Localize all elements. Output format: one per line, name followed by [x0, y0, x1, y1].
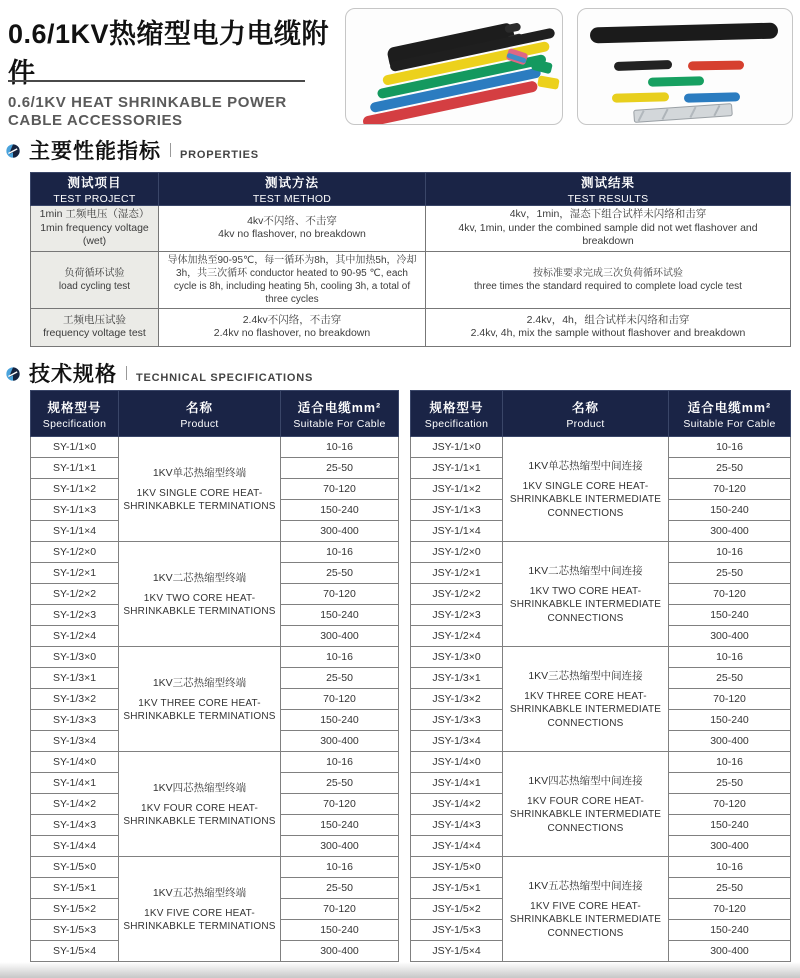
heading-divider: [126, 366, 127, 380]
cable-range-cell: 70-120: [669, 794, 791, 815]
specification-cell: JSY-1/1×2: [411, 479, 503, 500]
col-test-method: [159, 173, 426, 206]
test-results-cell: [426, 206, 791, 252]
product-name-cn: 1KV单芯热缩型终端: [152, 466, 247, 479]
cable-range-cell: 150-240: [281, 920, 399, 941]
product-cell: [119, 647, 281, 752]
section-properties-heading: [6, 135, 259, 165]
specification-cell: SY-1/2×4: [31, 626, 119, 647]
specification-cell: SY-1/5×3: [31, 920, 119, 941]
cable-range-cell: 150-240: [281, 605, 399, 626]
cable-range-cell: 70-120: [281, 794, 399, 815]
cell-text-cn: 4kv，1min，湿态下组合试样未闪络和击穿: [509, 208, 707, 220]
properties-header-row: [31, 173, 791, 206]
specification-cell: JSY-1/5×2: [411, 899, 503, 920]
product-photo-connections: [577, 8, 793, 125]
cell-text-cn: 按标准要求完成三次负荷循环试验: [533, 267, 683, 279]
product-cell: [503, 752, 669, 857]
cable-range-cell: 10-16: [281, 437, 399, 458]
spec-row: [411, 647, 791, 668]
col-test-project-en: TEST PROJECT: [53, 193, 136, 205]
specification-cell: SY-1/2×3: [31, 605, 119, 626]
cell-text-en: 4kv no flashover, no breakdown: [218, 228, 366, 241]
product-cell: [503, 437, 669, 542]
section-bullet-icon: [6, 144, 20, 158]
specification-cell: JSY-1/3×2: [411, 689, 503, 710]
cable-range-cell: 10-16: [281, 752, 399, 773]
col-suitable-cable-en: Suitable For Cable: [293, 417, 386, 430]
specification-cell: SY-1/5×1: [31, 878, 119, 899]
cell-text-en: frequency voltage test: [43, 327, 146, 340]
spec-row: [31, 752, 399, 773]
properties-row: [31, 308, 791, 346]
specification-cell: JSY-1/5×1: [411, 878, 503, 899]
heat-shrink-tubes-horizontal-image: [578, 9, 792, 124]
cable-range-cell: 25-50: [281, 668, 399, 689]
col-product: [119, 391, 281, 437]
cable-range-cell: 300-400: [669, 521, 791, 542]
cable-range-cell: 300-400: [281, 836, 399, 857]
product-cell: [503, 542, 669, 647]
col-specification-cn: 规格型号: [47, 400, 102, 415]
cell-text-en: three times the standard required to complete load cycle test: [474, 280, 742, 292]
cable-range-cell: 150-240: [281, 710, 399, 731]
col-product: [503, 391, 669, 437]
cable-range-cell: 150-240: [281, 500, 399, 521]
cable-range-cell: 10-16: [281, 857, 399, 878]
cable-range-cell: 150-240: [669, 815, 791, 836]
cable-range-cell: 70-120: [281, 584, 399, 605]
product-name-cn: 1KV二芯热缩型中间连接: [528, 564, 643, 577]
cable-range-cell: 10-16: [281, 542, 399, 563]
cable-range-cell: 10-16: [281, 647, 399, 668]
col-product-cn: 名称: [185, 400, 213, 415]
specification-cell: SY-1/2×2: [31, 584, 119, 605]
specification-cell: JSY-1/4×3: [411, 815, 503, 836]
cell-text-cn: 导体加热至90-95℃，每一循环为8h，其中加热5h，冷却3h，共三次循环: [167, 254, 417, 279]
spec-row: [411, 542, 791, 563]
product-name-en: 1KV SINGLE CORE HEAT-SHRINKABKLE INTERMEDIATE CONNECTIONS: [509, 480, 662, 519]
cable-range-cell: 300-400: [669, 626, 791, 647]
section-specs-title-en: TECHNICAL SPECIFICATIONS: [136, 372, 314, 384]
specification-cell: JSY-1/4×1: [411, 773, 503, 794]
cable-range-cell: 25-50: [669, 878, 791, 899]
cable-range-cell: 150-240: [669, 920, 791, 941]
cable-range-cell: 300-400: [669, 941, 791, 962]
cell-text-en: conductor heated to 90-95 ℃, each cycle is 8h, including heating 5h, cooling 3h, a total of three cycles: [173, 267, 411, 305]
product-name-cn: 1KV四芯热缩型终端: [152, 781, 247, 794]
specification-cell: SY-1/3×2: [31, 689, 119, 710]
product-cell: [503, 647, 669, 752]
specification-cell: JSY-1/2×3: [411, 605, 503, 626]
product-photo-terminations: [345, 8, 563, 125]
heading-divider: [170, 143, 171, 157]
cell-text-en: 2.4kv no flashover, no breakdown: [213, 327, 371, 340]
cell-text-en: load cycling test: [58, 280, 131, 292]
spec-row: [411, 437, 791, 458]
col-suitable-cable-cn: 适合电缆mm²: [687, 400, 772, 415]
spec-row: [31, 437, 399, 458]
specification-cell: JSY-1/4×0: [411, 752, 503, 773]
properties-row: [31, 206, 791, 252]
cable-range-cell: 150-240: [669, 710, 791, 731]
specification-cell: JSY-1/5×0: [411, 857, 503, 878]
cable-range-cell: 25-50: [669, 563, 791, 584]
product-name-en: 1KV SINGLE CORE HEAT-SHRINKABKLE TERMINATIONS: [123, 487, 276, 512]
spec-header-row: [411, 391, 791, 437]
cable-range-cell: 25-50: [281, 773, 399, 794]
specification-cell: SY-1/1×0: [31, 437, 119, 458]
section-properties-title-en: PROPERTIES: [180, 149, 259, 161]
cable-range-cell: 10-16: [669, 542, 791, 563]
cable-range-cell: 25-50: [281, 878, 399, 899]
test-results-cell: [426, 251, 791, 308]
product-name-cn: 1KV三芯热缩型终端: [152, 676, 247, 689]
product-name-en: 1KV THREE CORE HEAT-SHRINKABKLE TERMINATIONS: [123, 697, 276, 722]
test-method-cell: [159, 308, 426, 346]
specification-cell: JSY-1/4×2: [411, 794, 503, 815]
specification-cell: JSY-1/3×0: [411, 647, 503, 668]
heat-shrink-tubes-diagonal-image: [346, 9, 562, 124]
cable-range-cell: 300-400: [669, 836, 791, 857]
spec-table-terminations: [30, 390, 399, 962]
cell-text-cn: 负荷循环试验: [64, 267, 125, 279]
product-name-en: 1KV FIVE CORE HEAT-SHRINKABKLE TERMINATIONS: [123, 907, 276, 932]
col-product-en: Product: [180, 417, 219, 430]
specification-cell: JSY-1/5×4: [411, 941, 503, 962]
specification-cell: JSY-1/1×4: [411, 521, 503, 542]
col-test-project-cn: 测试项目: [67, 176, 122, 190]
col-specification-cn: 规格型号: [429, 400, 484, 415]
product-name-cn: 1KV五芯热缩型中间连接: [528, 879, 643, 892]
cell-text-cn: 4kv不闪络、不击穿: [247, 214, 337, 227]
test-project-cell: [31, 251, 159, 308]
properties-row: [31, 251, 791, 308]
cell-text-cn: 2.4kv不闪络，不击穿: [242, 313, 342, 326]
page-subtitle-line2: CABLE ACCESSORIES: [8, 111, 183, 129]
col-specification-en: Specification: [424, 417, 489, 430]
specification-cell: JSY-1/4×4: [411, 836, 503, 857]
title-underline: [8, 80, 305, 82]
specification-cell: SY-1/1×1: [31, 458, 119, 479]
col-suitable-cable: [669, 391, 791, 437]
spec-row: [411, 857, 791, 878]
product-name-en: 1KV FOUR CORE HEAT-SHRINKABKLE TERMINATIONS: [123, 802, 276, 827]
product-name-cn: 1KV五芯热缩型终端: [152, 886, 247, 899]
product-name-cn: 1KV三芯热缩型中间连接: [528, 669, 643, 682]
specification-cell: JSY-1/3×1: [411, 668, 503, 689]
specification-cell: SY-1/5×2: [31, 899, 119, 920]
cable-range-cell: 150-240: [669, 605, 791, 626]
page-subtitle-line1: 0.6/1KV HEAT SHRINKABLE POWER: [8, 94, 287, 111]
col-test-results: [426, 173, 791, 206]
specification-cell: SY-1/3×3: [31, 710, 119, 731]
specification-cell: SY-1/5×0: [31, 857, 119, 878]
cable-range-cell: 25-50: [281, 458, 399, 479]
col-suitable-cable: [281, 391, 399, 437]
page-title-block: [8, 12, 338, 129]
cell-text-en: 4kv, 1min, under the combined sample did not wet flashover and breakdown: [458, 221, 758, 248]
page-bottom-fade: [0, 962, 800, 978]
page-subtitle: [8, 94, 338, 129]
col-specification: [31, 391, 119, 437]
cell-text-en: 2.4kv, 4h, mix the sample without flashover and breakdown: [470, 327, 746, 340]
spec-header-row: [31, 391, 399, 437]
specification-cell: SY-1/4×0: [31, 752, 119, 773]
specification-cell: SY-1/1×4: [31, 521, 119, 542]
cell-text-cn: 工频电压试验: [63, 313, 126, 326]
test-method-cell: [159, 251, 426, 308]
cable-range-cell: 10-16: [669, 437, 791, 458]
cable-range-cell: 25-50: [281, 563, 399, 584]
product-name-en: 1KV FIVE CORE HEAT-SHRINKABKLE INTERMEDIATE CONNECTIONS: [509, 900, 662, 939]
col-specification: [411, 391, 503, 437]
cable-range-cell: 150-240: [281, 815, 399, 836]
spec-row: [31, 647, 399, 668]
test-results-cell: [426, 308, 791, 346]
section-properties-title-cn: 主要性能指标: [29, 140, 161, 163]
test-method-cell: [159, 206, 426, 252]
specification-cell: SY-1/4×4: [31, 836, 119, 857]
specification-cell: JSY-1/1×0: [411, 437, 503, 458]
specification-cell: SY-1/4×3: [31, 815, 119, 836]
product-name-en: 1KV TWO CORE HEAT-SHRINKABKLE TERMINATIONS: [123, 592, 276, 617]
properties-table: [30, 172, 791, 347]
specification-cell: JSY-1/2×1: [411, 563, 503, 584]
page-title: 0.6/1KV热缩型电力电缆附件: [8, 19, 330, 88]
specification-cell: JSY-1/5×3: [411, 920, 503, 941]
product-name-cn: 1KV单芯热缩型中间连接: [528, 459, 643, 472]
cable-range-cell: 70-120: [669, 584, 791, 605]
cable-range-cell: 300-400: [281, 731, 399, 752]
cable-range-cell: 300-400: [281, 941, 399, 962]
specification-cell: SY-1/1×2: [31, 479, 119, 500]
test-project-cell: [31, 206, 159, 252]
cable-range-cell: 70-120: [669, 899, 791, 920]
col-product-en: Product: [566, 417, 605, 430]
specification-cell: JSY-1/2×0: [411, 542, 503, 563]
product-cell: [119, 437, 281, 542]
specification-cell: JSY-1/1×1: [411, 458, 503, 479]
col-specification-en: Specification: [42, 417, 107, 430]
specification-cell: JSY-1/2×2: [411, 584, 503, 605]
product-cell: [119, 542, 281, 647]
specification-cell: SY-1/2×1: [31, 563, 119, 584]
cable-range-cell: 300-400: [669, 731, 791, 752]
spec-table-connections: [410, 390, 791, 962]
col-test-method-cn: 测试方法: [264, 176, 319, 190]
cell-text-cn: 1min 工频电压（湿态）: [39, 208, 150, 220]
cable-range-cell: 70-120: [669, 479, 791, 500]
col-test-results-cn: 测试结果: [580, 176, 635, 190]
col-suitable-cable-cn: 适合电缆mm²: [297, 400, 382, 415]
col-test-method-en: TEST METHOD: [252, 193, 332, 205]
col-product-cn: 名称: [571, 400, 599, 415]
col-test-results-en: TEST RESULTS: [567, 193, 649, 205]
cable-range-cell: 25-50: [669, 773, 791, 794]
product-name-en: 1KV FOUR CORE HEAT-SHRINKABKLE INTERMEDIATE CONNECTIONS: [509, 795, 662, 834]
cable-range-cell: 25-50: [669, 458, 791, 479]
cell-text-en: 1min frequency voltage (wet): [40, 221, 149, 248]
specification-cell: SY-1/3×1: [31, 668, 119, 689]
product-name-en: 1KV THREE CORE HEAT-SHRINKABKLE INTERMEDIATE CONNECTIONS: [509, 690, 662, 729]
cable-range-cell: 300-400: [281, 521, 399, 542]
cable-range-cell: 10-16: [669, 857, 791, 878]
specification-cell: JSY-1/1×3: [411, 500, 503, 521]
col-suitable-cable-en: Suitable For Cable: [683, 417, 776, 430]
cable-range-cell: 25-50: [669, 668, 791, 689]
cable-range-cell: 70-120: [281, 899, 399, 920]
product-name-en: 1KV TWO CORE HEAT-SHRINKABKLE INTERMEDIATE CONNECTIONS: [509, 585, 662, 624]
cable-range-cell: 70-120: [281, 479, 399, 500]
product-name-cn: 1KV四芯热缩型中间连接: [528, 774, 643, 787]
section-bullet-icon: [6, 367, 20, 381]
section-specs-heading: [6, 358, 313, 388]
cable-range-cell: 150-240: [669, 500, 791, 521]
cable-range-cell: 10-16: [669, 752, 791, 773]
cell-text-cn: 2.4kv，4h，组合试样未闪络和击穿: [526, 313, 690, 326]
specification-cell: SY-1/4×1: [31, 773, 119, 794]
cable-range-cell: 10-16: [669, 647, 791, 668]
specification-cell: SY-1/5×4: [31, 941, 119, 962]
specification-cell: SY-1/4×2: [31, 794, 119, 815]
cable-range-cell: 70-120: [281, 689, 399, 710]
specification-cell: SY-1/2×0: [31, 542, 119, 563]
cable-range-cell: 70-120: [669, 689, 791, 710]
section-specs-title-cn: 技术规格: [29, 363, 117, 386]
cable-range-cell: 300-400: [281, 626, 399, 647]
product-cell: [503, 857, 669, 962]
specification-cell: SY-1/3×4: [31, 731, 119, 752]
spec-row: [31, 857, 399, 878]
specification-cell: SY-1/3×0: [31, 647, 119, 668]
col-test-project: [31, 173, 159, 206]
product-cell: [119, 857, 281, 962]
spec-row: [31, 542, 399, 563]
specification-cell: JSY-1/3×3: [411, 710, 503, 731]
product-cell: [119, 752, 281, 857]
product-name-cn: 1KV二芯热缩型终端: [152, 571, 247, 584]
specification-cell: JSY-1/3×4: [411, 731, 503, 752]
specification-cell: SY-1/1×3: [31, 500, 119, 521]
specification-cell: JSY-1/2×4: [411, 626, 503, 647]
test-project-cell: [31, 308, 159, 346]
spec-row: [411, 752, 791, 773]
